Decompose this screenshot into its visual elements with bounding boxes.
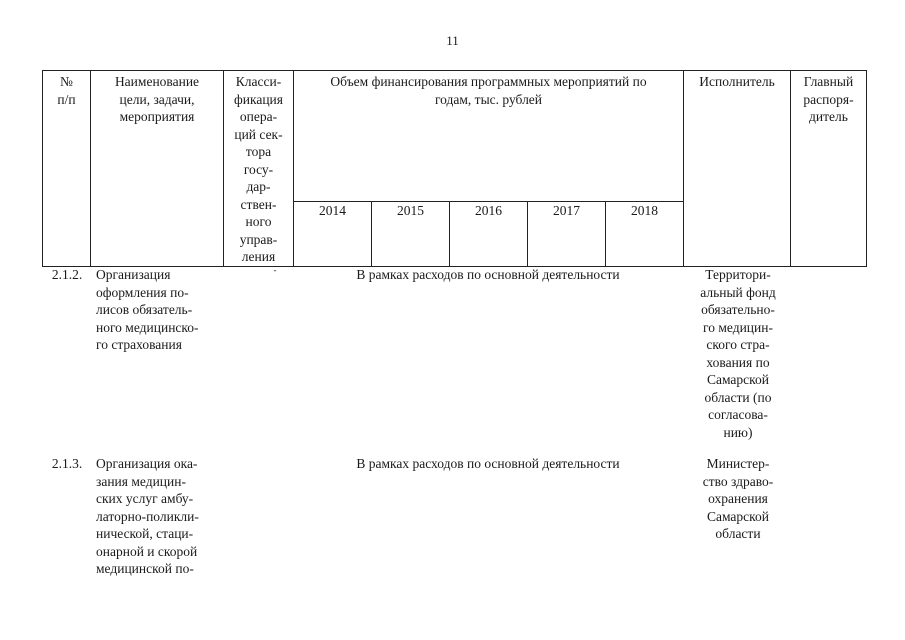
row-funding: В рамках расходов по основной деятельности: [356, 456, 620, 471]
header-year: 2015: [372, 202, 450, 266]
header-year: 2014: [294, 202, 372, 266]
row-classification: -: [273, 265, 277, 275]
header-funding: Объем финансирования программных мероприятий по годам, тыс. рублей: [294, 71, 684, 202]
row-name: Организация ока- зания медицин- ских услуг амбу- латорно-поликли- нической, стаци- онарной и скорой медицинской по-: [96, 456, 199, 576]
row-executor: Министер- ство здраво- охранения Самарской области: [702, 456, 774, 541]
row-executor: Территори- альный фонд обязательно- го медицин- ского стра- хования по Самарской области (по согласова- нию): [700, 267, 776, 440]
header-executor: Исполнитель: [684, 71, 791, 267]
page-number: 11: [446, 33, 459, 48]
header-classification: Класси- фикация опера- ций сек- тора госу- дар- ствен- ного управ- ления: [224, 71, 294, 267]
row-number: 2.1.2.: [51, 267, 83, 282]
header-manager: Главный распоря- дитель: [791, 71, 867, 267]
header-year: 2018: [606, 202, 684, 266]
header-year: 2016: [450, 202, 528, 266]
row-number: 2.1.3.: [51, 456, 83, 471]
header-name: Наименование цели, задачи, мероприятия: [91, 71, 224, 267]
header-num: № п/п: [43, 71, 91, 267]
row-name: Организация оформления по- лисов обязатель- ного медицинско- го страхования: [96, 267, 199, 352]
header-table: [42, 70, 867, 267]
header-year: 2017: [528, 202, 606, 266]
row-funding: В рамках расходов по основной деятельности: [356, 267, 620, 282]
